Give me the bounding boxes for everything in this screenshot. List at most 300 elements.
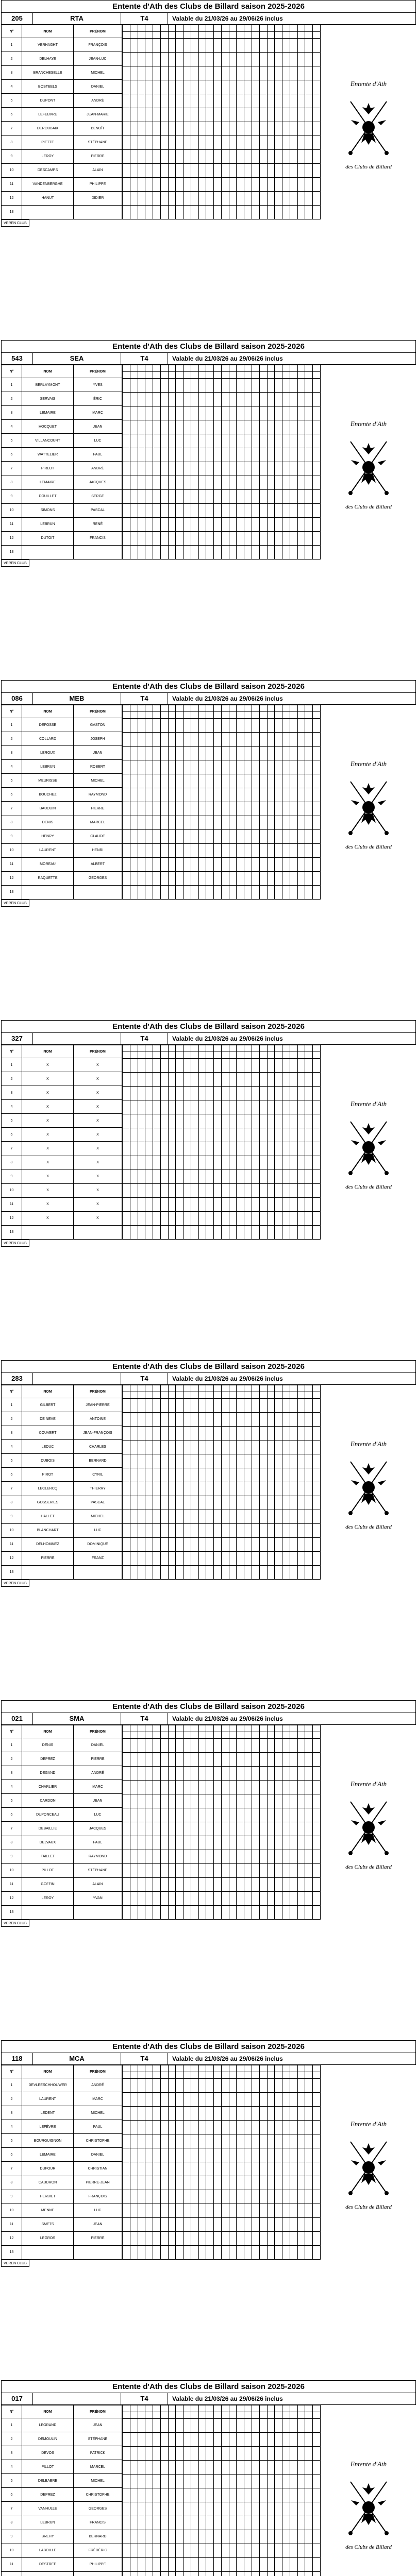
grid-header-row-2 [123,1732,321,1739]
grid-cell [160,1850,168,1864]
grid-cell [237,2544,244,2558]
grid-cell [229,774,237,788]
grid-cell [252,1510,260,1524]
grid-cell [313,719,321,733]
grid-cell [160,39,168,53]
grid-head-cell [138,2405,145,2412]
grid-cell [191,178,198,192]
grid-cell [198,2502,206,2516]
grid-head-cell [123,1725,130,1732]
player-num: 11 [2,857,22,871]
grid-cell [229,406,237,420]
grid-cell [130,1170,138,1184]
grid-cell [214,1906,222,1920]
grid-cell [252,1440,260,1454]
grid-head-cell [184,705,191,712]
grid-cell [153,1864,161,1878]
grid-cell [138,136,145,150]
grid-cell [275,2502,282,2516]
grid-cell [168,816,176,830]
grid-head-cell [229,372,237,379]
grid-cell [282,2558,290,2572]
grid-cell [313,774,321,788]
grid-cell [252,2516,260,2530]
player-first: MARC [74,1780,122,1794]
sheet-title: Entente d'Ath des Clubs de Billard saison 2025-2026 [1,0,416,12]
player-num: 11 [2,517,22,531]
grid-cell [214,206,222,219]
grid-cell [168,830,176,844]
grid-row [123,2176,321,2190]
grid-cell [305,2246,313,2260]
grid-head-cell [168,32,176,39]
grid-cell [282,2461,290,2475]
grid-cell [160,1767,168,1781]
club-code: 327 [2,1033,33,1044]
grid-cell [275,2544,282,2558]
grid-cell [153,2148,161,2162]
grid-cell [305,2204,313,2218]
player-num: 1 [2,1058,22,1072]
grid-cell [267,1226,275,1240]
grid-cell [297,94,305,108]
grid-cell [229,830,237,844]
grid-cell [252,122,260,136]
grid-cell [168,406,176,420]
player-num: 7 [2,1822,22,1836]
grid-cell [252,136,260,150]
grid-cell [221,2447,229,2461]
grid-cell [275,1142,282,1156]
grid-cell [138,1808,145,1822]
grid-head-cell [313,2412,321,2419]
grid-cell [259,178,267,192]
player-row [2,857,122,871]
grid-cell [130,490,138,504]
grid-head-cell [123,705,130,712]
grid-cell [160,462,168,476]
col-first: PRÉNOM [74,1045,122,1058]
player-row [2,1183,122,1197]
grid-cell [275,1753,282,1767]
grid-cell [237,1413,244,1427]
sheet-header [1,12,416,25]
score-sheet [1,2380,416,2576]
grid-cell [184,1100,191,1114]
grid-cell [191,830,198,844]
grid-cell [191,164,198,178]
grid-cell [153,108,161,122]
grid-head-cell [313,1725,321,1732]
grid-cell [123,1739,130,1753]
grid-row [123,2530,321,2544]
grid-cell [297,1212,305,1226]
grid-cell [305,872,313,886]
grid-cell [267,490,275,504]
grid-cell [305,1059,313,1073]
grid-cell [206,1510,214,1524]
grid-cell [168,1454,176,1468]
player-first: THIERRY [74,1482,122,1496]
grid-cell [305,1427,313,1440]
grid-cell [221,719,229,733]
grid-cell [259,1864,267,1878]
grid-cell [123,448,130,462]
grid-cell [160,1114,168,1128]
grid-cell [160,2502,168,2516]
grid-cell [153,774,161,788]
grid-cell [191,2176,198,2190]
grid-cell [145,1496,153,1510]
grid-cell [160,1892,168,1906]
grid-cell [153,1767,161,1781]
grid-cell [198,1767,206,1781]
grid-cell [130,858,138,872]
grid-cell [176,1468,184,1482]
grid-cell [244,1440,252,1454]
grid-cell [229,872,237,886]
grid-cell [221,1156,229,1170]
grid-cell [184,108,191,122]
grid-cell [252,1100,260,1114]
grid-cell [275,2204,282,2218]
grid-head-cell [305,2405,313,2412]
grid-cell [214,94,222,108]
score-sheet [1,1700,416,2038]
col-name: NOM [22,1725,74,1738]
grid-cell [252,150,260,164]
grid-cell [221,178,229,192]
grid-head-cell [313,1045,321,1052]
grid-cell [123,150,130,164]
grid-cell [259,1170,267,1184]
grid-cell [153,1212,161,1226]
grid-head-cell [259,712,267,719]
grid-cell [221,1100,229,1114]
grid-row [123,108,321,122]
grid-cell [123,2134,130,2148]
grid-head-cell [138,365,145,372]
grid-head-cell [184,365,191,372]
grid-cell [191,1440,198,1454]
grid-cell [191,816,198,830]
grid-cell [184,1427,191,1440]
grid-cell [123,2502,130,2516]
grid-cell [237,2558,244,2572]
grid-cell [130,1413,138,1427]
player-num: 12 [2,1551,22,1565]
grid-head-cell [130,2412,138,2419]
player-first: MICHEL [74,2474,122,2488]
grid-head-cell [123,1392,130,1399]
grid-cell [282,830,290,844]
grid-cell [214,1864,222,1878]
player-name: DUFOUR [22,2162,74,2176]
player-name: BERLAYMONT [22,378,74,392]
player-name: DENIS [22,816,74,829]
player-row [2,1850,122,1863]
grid-cell [168,1538,176,1552]
grid-cell [282,2148,290,2162]
grid-cell [214,434,222,448]
grid-cell [123,2433,130,2447]
club-name: MCA [33,2053,121,2064]
grid-cell [184,1454,191,1468]
grid-head-cell [176,1725,184,1732]
grid-cell [214,2475,222,2488]
grid-cell [191,774,198,788]
grid-cell [198,830,206,844]
grid-cell [145,1510,153,1524]
grid-cell [290,858,297,872]
grid-cell [206,379,214,393]
grid-cell [145,192,153,206]
grid-head-cell [191,1392,198,1399]
grid-head-cell [153,1045,161,1052]
grid-cell [275,80,282,94]
player-first: JEAN-FRANÇOIS [74,1426,122,1440]
grid-cell [153,886,161,900]
grid-cell [168,1566,176,1580]
grid-cell [282,1767,290,1781]
grid-head-cell [252,1052,260,1059]
grid-cell [313,802,321,816]
grid-head-cell [138,1725,145,1732]
grid-cell [184,1184,191,1198]
grid-cell [168,1087,176,1100]
grid-cell [138,1864,145,1878]
grid-cell [176,1142,184,1156]
grid-cell [252,1399,260,1413]
grid-cell [237,2419,244,2433]
grid-cell [191,2488,198,2502]
grid-cell [267,1087,275,1100]
grid-cell [191,2218,198,2232]
grid-cell [191,1496,198,1510]
grid-cell [168,192,176,206]
grid-head-cell [160,1725,168,1732]
grid-cell [191,886,198,900]
grid-cell [221,1753,229,1767]
grid-cell [176,2488,184,2502]
grid-cell [145,1468,153,1482]
player-num: 2 [2,52,22,66]
grid-cell [305,1198,313,1212]
grid-cell [176,2134,184,2148]
grid-cell [282,518,290,532]
grid-cell [313,760,321,774]
player-row [2,1496,122,1510]
grid-cell [252,434,260,448]
grid-cell [206,747,214,760]
grid-cell [145,518,153,532]
grid-cell [153,1510,161,1524]
grid-head-cell [313,32,321,39]
grid-cell [153,2218,161,2232]
grid-head-cell [282,1732,290,1739]
grid-cell [130,53,138,66]
player-first: CHRISTOPHE [74,2134,122,2148]
grid-cell [229,379,237,393]
grid-cell [206,2516,214,2530]
grid-cell [176,490,184,504]
grid-cell [267,1510,275,1524]
grid-head-cell [191,365,198,372]
grid-cell [297,462,305,476]
grid-cell [259,434,267,448]
player-first: X [74,1114,122,1128]
grid-head-cell [160,1732,168,1739]
player-first: RAYMOND [74,788,122,802]
grid-cell [237,39,244,53]
grid-cell [145,80,153,94]
grid-cell [206,2176,214,2190]
grid-cell [282,546,290,560]
grid-cell [282,1454,290,1468]
grid-cell [244,1454,252,1468]
grid-cell [267,816,275,830]
grid-cell [160,1399,168,1413]
player-row [2,406,122,420]
grid-cell [305,150,313,164]
grid-cell [252,1170,260,1184]
grid-cell [123,518,130,532]
grid-cell [123,206,130,219]
grid-row [123,2204,321,2218]
player-first: MARCEL [74,816,122,829]
grid-cell [198,844,206,858]
grid-head-cell [191,1725,198,1732]
grid-cell [198,2148,206,2162]
player-name: WATTELIER [22,448,74,462]
grid-cell [138,150,145,164]
grid-cell [198,2516,206,2530]
grid-cell [282,2121,290,2134]
sheet-title: Entente d'Ath des Clubs de Billard saison 2025-2026 [1,2040,416,2053]
grid-cell [130,2079,138,2093]
grid-cell [214,1073,222,1087]
player-row [2,1197,122,1211]
col-num: N° [2,2065,22,2078]
grid-cell [290,1794,297,1808]
player-num: 9 [2,2530,22,2544]
grid-cell [229,1892,237,1906]
grid-cell [214,1566,222,1580]
grid-cell [305,448,313,462]
grid-cell [160,192,168,206]
grid-cell [297,1454,305,1468]
grid-cell [237,393,244,406]
grid-cell [290,2502,297,2516]
grid-cell [267,448,275,462]
grid-cell [191,1739,198,1753]
grid-cell [313,462,321,476]
grid-cell [259,80,267,94]
grid-cell [184,2121,191,2134]
grid-cell [160,1440,168,1454]
grid-cell [275,462,282,476]
player-num: 1 [2,1398,22,1412]
grid-cell [123,872,130,886]
grid-cell [282,1427,290,1440]
sheet-title: Entente d'Ath des Clubs de Billard saison 2025-2026 [1,340,416,352]
grid-cell [160,1822,168,1836]
grid-cell [214,2093,222,2107]
grid-cell [214,178,222,192]
grid-row [123,1399,321,1413]
player-name: MEURISSE [22,774,74,788]
grid-cell [244,476,252,490]
grid-cell [191,1087,198,1100]
grid-cell [160,2107,168,2121]
grid-cell [145,122,153,136]
grid-cell [229,1538,237,1552]
grid-cell [297,80,305,94]
grid-cell [305,1156,313,1170]
grid-cell [130,2447,138,2461]
grid-cell [145,420,153,434]
grid-cell [198,406,206,420]
grid-cell [237,1524,244,1538]
grid-cell [198,2176,206,2190]
grid-head-cell [198,1732,206,1739]
grid-cell [259,1850,267,1864]
grid-cell [214,2162,222,2176]
grid-cell [206,53,214,66]
grid-cell [160,546,168,560]
player-name: BREHY [22,2530,74,2544]
grid-cell [184,1892,191,1906]
grid-cell [252,1156,260,1170]
grid-row [123,2148,321,2162]
grid-cell [275,830,282,844]
grid-head-cell [184,1392,191,1399]
player-first: BERNARD [74,2530,122,2544]
grid-head-cell [191,2065,198,2072]
grid-cell [214,546,222,560]
grid-head-cell [214,32,222,39]
grid-cell [237,2246,244,2260]
grid-cell [259,2107,267,2121]
grid-cell [130,393,138,406]
grid-cell [221,1468,229,1482]
grid-cell [145,1114,153,1128]
grid-cell [160,150,168,164]
player-first: X [74,1170,122,1183]
grid-cell [130,1128,138,1142]
grid-cell [282,886,290,900]
grid-cell [252,1496,260,1510]
grid-cell [160,802,168,816]
grid-head-cell [160,1385,168,1392]
grid-cell [297,1767,305,1781]
grid-cell [290,2107,297,2121]
grid-row [123,1468,321,1482]
grid-head-cell [290,25,297,32]
grid-cell [282,858,290,872]
grid-cell [267,2148,275,2162]
grid-cell [191,1184,198,1198]
grid-row [123,136,321,150]
grid-cell [138,2162,145,2176]
grid-cell [275,39,282,53]
grid-cell [138,1184,145,1198]
grid-cell [191,2134,198,2148]
grid-cell [160,1781,168,1794]
grid-cell [130,150,138,164]
grid-cell [160,136,168,150]
grid-head-cell [153,1392,161,1399]
